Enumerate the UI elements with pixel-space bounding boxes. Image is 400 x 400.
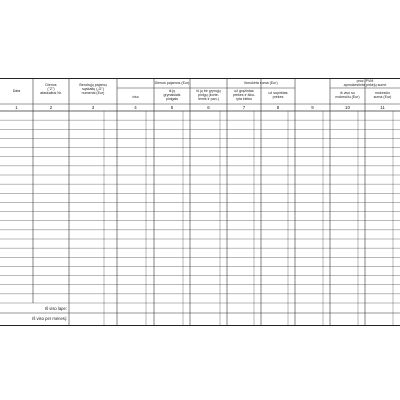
- colnum-11: 11: [380, 105, 385, 110]
- header-date: Data: [12, 89, 21, 93]
- colnum-2: 2: [49, 105, 53, 110]
- header-daily-income: Dienos pajamos (Eur): [154, 81, 190, 85]
- page-total-label: Iš viso lape:: [44, 306, 67, 311]
- header-cash: iš jų grynaisiais pinigais: [163, 89, 181, 102]
- header-total-with-tax: iš viso su mokesčiu (Eur): [335, 91, 360, 100]
- header-returned-goods: už grąžintas prekes ir iško- ryta kiekiu: [232, 89, 256, 102]
- header-bought-goods: už supirktas prekes: [268, 91, 288, 100]
- month-total-label: Iš viso per mėnesį:: [32, 316, 67, 321]
- header-tax-amount: mokesčio suma (Eur): [373, 91, 392, 100]
- header-general-income: Bendrųjų pajamų sąskaitų („G") numeriai (Eur): [79, 83, 107, 96]
- colnum-1: 1: [15, 105, 18, 110]
- ledger-grid: [0, 79, 400, 325]
- colnum-5: 5: [170, 105, 174, 110]
- header-paid-out: Išmokėta suma (Eur): [244, 81, 278, 85]
- colnum-3: 3: [91, 105, 95, 110]
- colnum-6: 6: [207, 105, 210, 110]
- colnum-8: 8: [276, 105, 280, 110]
- colnum-9: 9: [311, 105, 314, 110]
- colnum-4: 4: [134, 105, 137, 110]
- header-vat-group: proc. PVM apmokestinta pirkėjų sume: [343, 79, 387, 88]
- ledger-table: [0, 78, 400, 326]
- header-total: viso: [132, 95, 139, 99]
- header-report-number: Dienos ("Z") ataskaitos Nr.: [40, 83, 62, 96]
- colnum-10: 10: [345, 105, 350, 110]
- colnum-7: 7: [242, 105, 246, 110]
- header-non-cash: iš jų be grynųjų pinigų (korte- lėmis ir pan.): [196, 89, 221, 102]
